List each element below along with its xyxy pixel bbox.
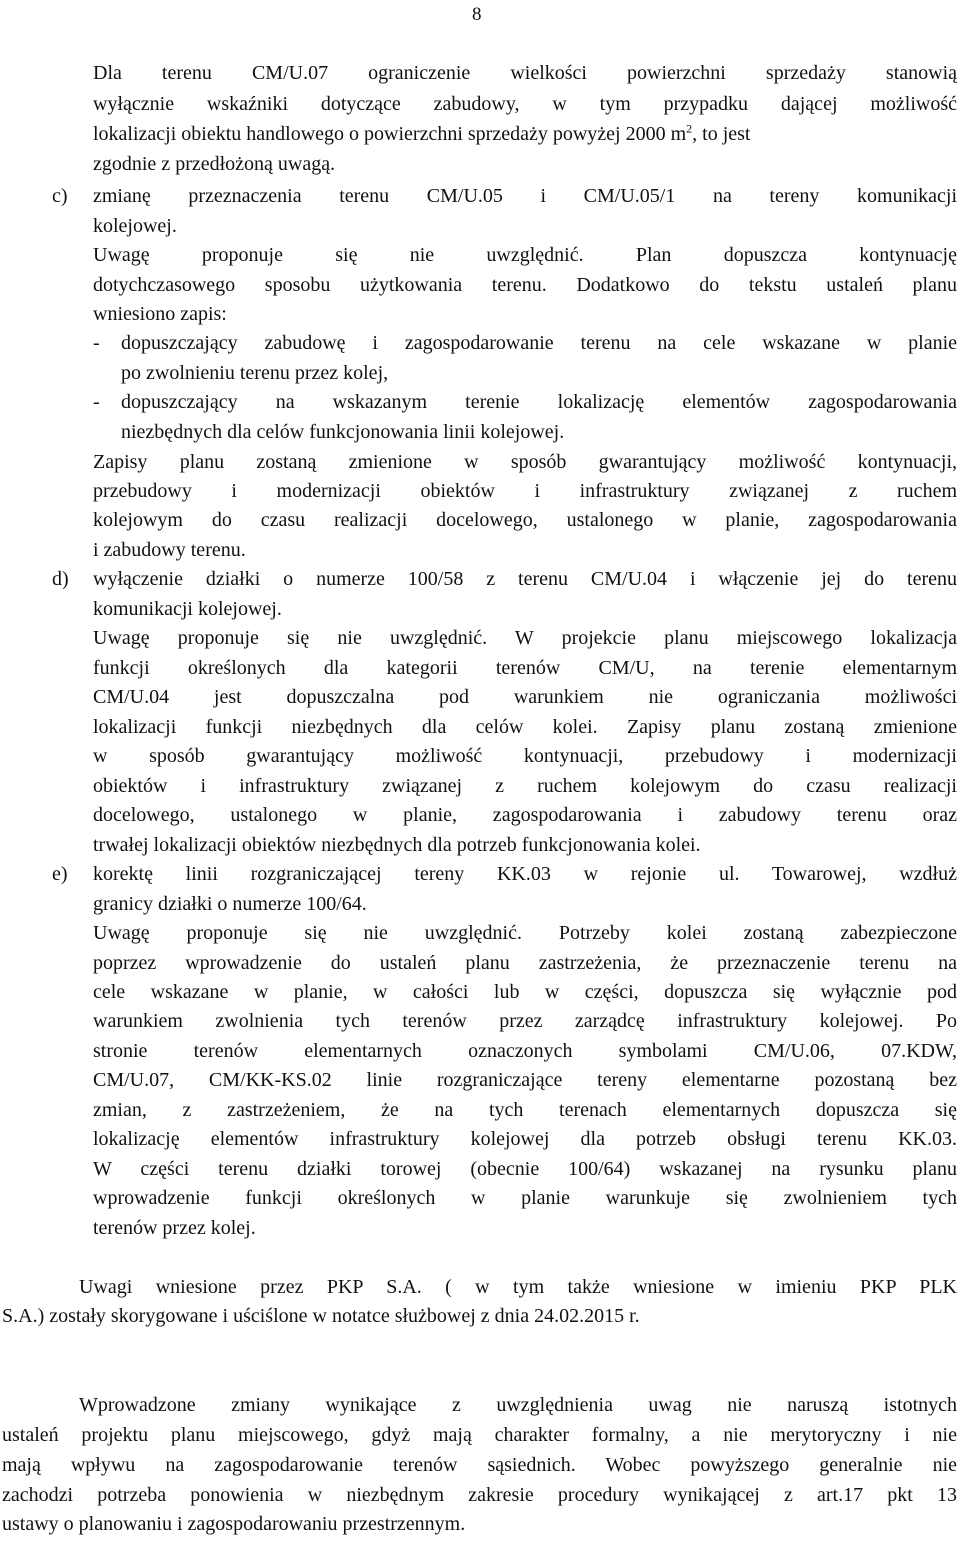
text-line: zachodzi potrzeba ponowienia w niezbędnym zakresie procedury wynikającej z art.17 pkt 13 <box>2 1484 957 1506</box>
text-line: S.A.) zostały skorygowane i uściślone w notatce służbowej z dnia 24.02.2015 r. <box>2 1305 640 1327</box>
text-line: CM/U.07, CM/KK-KS.02 linie rozgraniczające tereny elementarne pozostaną bez <box>93 1069 957 1091</box>
bullet-dash: - <box>93 391 100 413</box>
text-line: trwałej lokalizacji obiektów niezbędnych dla potrzeb funkcjonowania kolei. <box>93 834 701 856</box>
text-line: lokalizacji funkcji niezbędnych dla celów kolei. Zapisy planu zostaną zmienione <box>93 716 957 738</box>
list-marker: c) <box>52 185 68 207</box>
text-line: kolejowej. <box>93 215 177 237</box>
text-line: ustawy o planowaniu i zagospodarowaniu przestrzennym. <box>2 1513 466 1535</box>
text-line: wniesiono zapis: <box>93 303 227 325</box>
text-line: w sposób gwarantujący możliwość kontynuacji, przebudowy i modernizacji <box>93 745 957 767</box>
text-line: kolejowym do czasu realizacji docelowego, ustalonego w planie, zagospodarowania <box>93 509 957 531</box>
text-fragment: , to jest <box>692 123 751 145</box>
text-line: terenów przez kolej. <box>93 1217 256 1239</box>
text-line: Uwagi wniesione przez PKP S.A. ( w tym także wniesione w imieniu PKP PLK <box>79 1276 957 1298</box>
text-line: i zabudowy terenu. <box>93 539 246 561</box>
list-marker: e) <box>52 863 68 885</box>
text-line: po zwolnieniu terenu przez kolej, <box>121 362 389 384</box>
text-line: komunikacji kolejowej. <box>93 598 282 620</box>
bullet-dash: - <box>93 332 100 354</box>
text-line: mają wpływu na zagospodarowanie terenów sąsiednich. Wobec powyższego generalnie nie <box>2 1454 957 1476</box>
text-line: wprowadzenie funkcji określonych w planie warunkuje się zwolnieniem tych <box>93 1187 957 1209</box>
text-line: funkcji określonych dla kategorii terenów CM/U, na terenie elementarnym <box>93 657 957 679</box>
text-line: niezbędnych dla celów funkcjonowania linii kolejowej. <box>121 421 565 443</box>
text-line: Uwagę proponuje się nie uwzględnić. Plan dopuszcza kontynuację <box>93 244 957 266</box>
text-line: Uwagę proponuje się nie uwzględnić. Potrzeby kolei zostaną zabezpieczone <box>93 922 957 944</box>
text-line: CM/U.04 jest dopuszczalna pod warunkiem nie ograniczania możliwości <box>93 686 957 708</box>
text-line: Wprowadzone zmiany wynikające z uwzględnienia uwag nie naruszą istotnych <box>79 1394 957 1416</box>
text-line: docelowego, ustalonego w planie, zagospodarowania i zabudowy terenu oraz <box>93 804 957 826</box>
text-line: granicy działki o numerze 100/64. <box>93 893 367 915</box>
text-line: warunkiem zwolnienia tych terenów przez zarządcę infrastruktury kolejowej. Po <box>93 1010 957 1032</box>
list-marker: d) <box>52 568 69 590</box>
text-line: dopuszczający zabudowę i zagospodarowanie terenu na cele wskazane w planie <box>121 332 957 354</box>
text-line: cele wskazane w planie, w całości lub w części, dopuszcza się wyłącznie pod <box>93 981 957 1003</box>
text-line: wyłącznie wskaźniki dotyczące zabudowy, w tym przypadku dającej możliwość <box>93 93 957 115</box>
text-line: poprzez wprowadzenie do ustaleń planu zastrzeżenia, że przeznaczenie terenu na <box>93 952 957 974</box>
text-line: zmianę przeznaczenia terenu CM/U.05 i CM/U.05/1 na tereny komunikacji <box>93 185 957 207</box>
text-line: lokalizację elementów infrastruktury kolejowej dla potrzeb obsługi terenu KK.03. <box>93 1128 957 1150</box>
text-line-with-superscript <box>93 122 957 150</box>
text-line: Zapisy planu zostaną zmienione w sposób gwarantujący możliwość kontynuacji, <box>93 451 957 473</box>
text-line: stronie terenów elementarnych oznaczonych symbolami CM/U.06, 07.KDW, <box>93 1040 957 1062</box>
text-line: dopuszczający na wskazanym terenie lokalizację elementów zagospodarowania <box>121 391 957 413</box>
text-line: przebudowy i modernizacji obiektów i infrastruktury związanej z ruchem <box>93 480 957 502</box>
page-number: 8 <box>472 4 482 25</box>
text-line: Dla terenu CM/U.07 ograniczenie wielkości powierzchni sprzedaży stanowią <box>93 62 957 84</box>
text-fragment: lokalizacji obiektu handlowego o powierzchni sprzedaży powyżej 2000 m <box>93 123 687 145</box>
text-line: W części terenu działki torowej (obecnie 100/64) wskazanej na rysunku planu <box>93 1158 957 1180</box>
superscript: 2 <box>686 121 693 136</box>
text-line: dotychczasowego sposobu użytkowania terenu. Dodatkowo do tekstu ustaleń planu <box>93 274 957 296</box>
text-line: wyłączenie działki o numerze 100/58 z terenu CM/U.04 i włączenie jej do terenu <box>93 568 957 590</box>
text-line: zmian, z zastrzeżeniem, że na tych terenach elementarnych dopuszcza się <box>93 1099 957 1121</box>
text-line: obiektów i infrastruktury związanej z ruchem kolejowym do czasu realizacji <box>93 775 957 797</box>
text-line: korektę linii rozgraniczającej tereny KK.03 w rejonie ul. Towarowej, wzdłuż <box>93 863 957 885</box>
text-line: ustaleń projektu planu miejscowego, gdyż mają charakter formalny, a nie merytoryczny i nie <box>2 1424 957 1446</box>
text-line: zgodnie z przedłożoną uwagą. <box>93 153 336 175</box>
text-line: Uwagę proponuje się nie uwzględnić. W projekcie planu miejscowego lokalizacja <box>93 627 957 649</box>
